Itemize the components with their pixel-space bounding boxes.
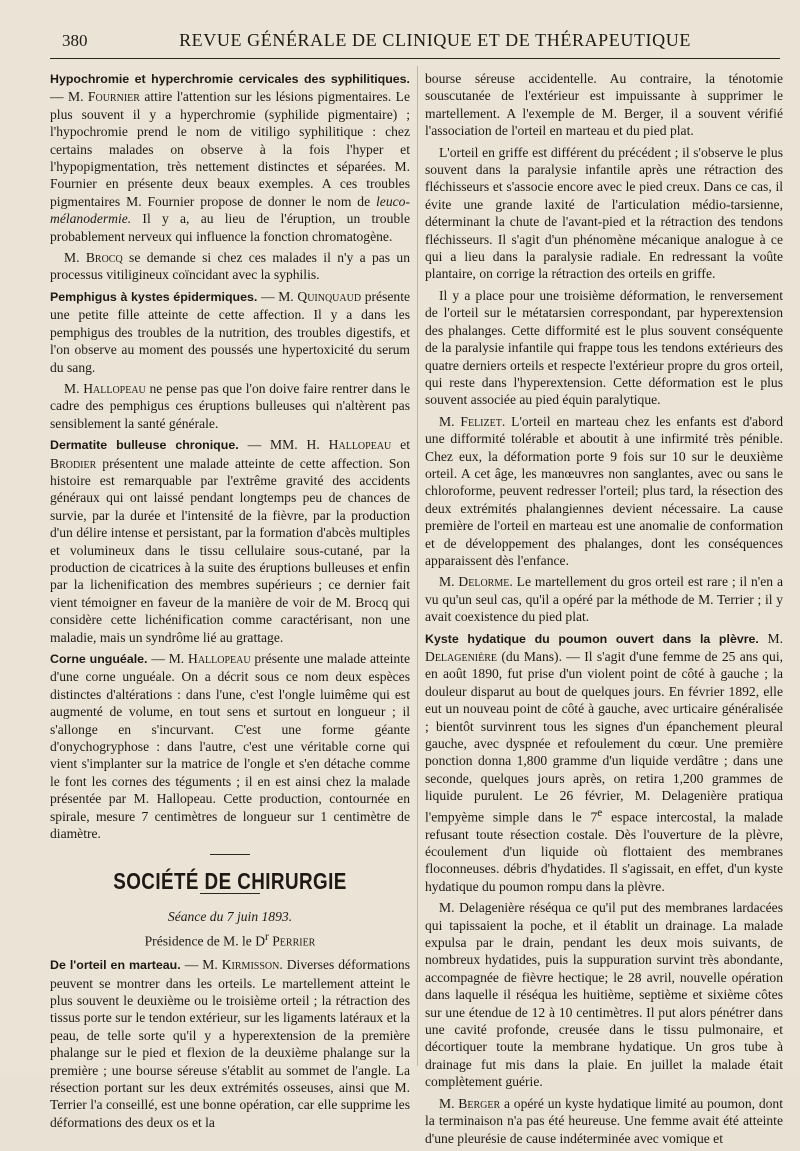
paragraph-orteil-marteau: De l'orteil en marteau. — M. Kirmisson. Diverses déformations peuvent se montrer dans les orteils. Le martellement atteint le plus souvent le deuxième ou le troisième orteil ; la rétraction des tissus porte sur le tendon extérieur, sur les ligaments latéraux et la peau, de telle sorte qu'il y a hyperextension de la première phalange sur le pied et flexion de la deuxième phalange sur la première ; une bourse séreuse s'établit au sommet de l'angle. La résection portant sur les deux extrémités osseuses, ainsi que M. Terrier l'a conseillé, est une bonne opération, car elle supprime les déformations des deux os et la xyxy=(50,957,410,1130)
left-column xyxy=(50,70,410,1135)
rubric-dermatite: Dermatite bulleuse chronique. xyxy=(50,438,239,453)
author-name: Delorme xyxy=(458,574,510,590)
rubric-pemphigus: Pemphigus à kystes épidermiques. xyxy=(50,289,258,304)
author-name: Fournier xyxy=(87,89,140,105)
author-name: Hallopeau xyxy=(328,437,392,453)
paragraph-hypochromie: Hypochromie et hyperchromie cervicales des syphilitiques. — M. Fournier attire l'attention sur les lésions pigmentaires. Le plus souvent il y a hyperchromie (syphilide pigmentaire) ; l'hypochromie prend le nom de vitiligo syphilitique : chez certains malades on observe à la fois l'hyper et l'hypopigmentation, très nettement distinctes et séparées. M. Fournier en présente deux beaux exemples. A ces troubles pigmentaires M. Fournier propose de donner le nom de leuco-mélanodermie. Il y a, au lieu de l'éruption, un trouble probablement nerveux qui influence la fonction chromatogène. xyxy=(50,72,410,244)
paragraph-orteil-griffe: L'orteil en griffe est différent du précédent ; il s'observe le plus souvent dans la paralysie infantile après une rétraction des fléchisseurs et s'associe encore avec le pied creux. Dans ce cas, il évite une grande laxité de l'articulation médio-tarsienne, déterminant la chute de l'avant-pied et la rétraction des tendons fléchisseurs. Il s'agit d'un phénomène mécanique analogue à ce qui a lieu dans la paralysie radiale. En redressant la voûte plantaire, on corrige la rétraction des orteils en griffe. xyxy=(425,144,783,282)
author-name: Perrier xyxy=(272,933,316,949)
author-name: Hallopeau xyxy=(83,380,146,396)
author-name: Quinquaud xyxy=(297,288,362,304)
paragraph-corne: Corne unguéale. — M. Hallopeau présente une malade atteinte d'une corne unguéale. On a décrit sous ce nom deux espèces distinctes d'altérations : dans l'une, c'est l'ongle luimême qui est augmenté de volume, en tout sens et surtout en longueur ; il s'allonge en s'incurvant. C'est une forme géante d'onychogryphose : dans l'autre, c'est une véritable corne qui vient s'implanter sur la matrice de l'ongle et s'en détache comme le font les cornes des téguments ; il en est ainsi chez la malade présentée par M. Hallopeau. Cette production, contournée en spirale, mesure 7 centimètres de longueur sur 1 centimètre de diamètre. xyxy=(50,651,410,842)
author-name: Kirmisson xyxy=(221,957,280,973)
author-name: Felizet xyxy=(460,413,502,429)
paragraph-troisieme-deformation: Il y a place pour une troisième déformation, le renversement de l'orteil sur le métatarsien correspondant, par hyperextension des phalanges. Cette difformité est le plus souvent conséquente de la paralysie infantile qui frappe tous les tendons extérieurs des quatre derniers orteils et respecte l'extérieur propre du gros orteil, qui reste dans l'hyperextension. Cette déformation est le plus souvent associée au pied équin paralytique. xyxy=(425,287,783,408)
seance-date: Séance du 7 juin 1893. xyxy=(167,908,293,924)
right-column xyxy=(425,70,783,1151)
paragraph-hallopeau: M. Hallopeau ne pense pas que l'on doive faire rentrer dans le cadre des pemphigus ces éruptions bulleuses qui n'altèrent pas sensiblement la santé générale. xyxy=(50,380,410,431)
paragraph-brocq: M. Brocq se demande si chez ces malades il n'y a pas un processus vitiligineux coïncidant avec la syphilis. xyxy=(50,250,410,283)
author-name: Brodier xyxy=(50,455,97,471)
column-divider xyxy=(417,66,418,1066)
rubric-hypochromie: Hypochromie et hyperchromie cervicales des syphilitiques. xyxy=(50,72,410,86)
author-name: Berger xyxy=(458,1095,501,1111)
rubric-kyste: Kyste hydatique du poumon ouvert dans la plèvre. xyxy=(425,631,759,646)
page-number: 380 xyxy=(62,31,88,50)
separator-rule xyxy=(210,854,250,855)
author-name: Hallopeau xyxy=(188,651,251,666)
paragraph-berger: M. Berger a opéré un kyste hydatique limité au poumon, dont la terminaison n'a pas été heureuse. Une femme avait été atteinte d'une pleurésie de cause indéterminée avec vomique et xyxy=(425,1095,783,1146)
paragraph-kyste-hydatique: Kyste hydatique du poumon ouvert dans la plèvre. M. Delagenière (du Mans). — Il s'agit d'une femme de 25 ans qui, en août 1890, fut prise d'un violent point de côté à gauche ; la douleur disparut au bout de quelques jours. En février 1892, elle eut un nouveau point de côté à gauche, avec urticaire généralisée ; bientôt survinrent tous les signes d'un épanchement pleural gauche, avec dyspnée et refoulement du cœur. Une première ponction donna 1,800 gramme d'un liquide verdâtre ; dans une seconde, quelques jours après, on retira 1,200 grammes de liquide purulent. Le 26 février, M. Delagenière pratiqua l'empyème simple dans le 7e espace intercostal, la malade refusant toute résection costale. Dès l'ouverture de la plèvre, écoulement d'un liquide où flottaient des membranes floconneuses. débris d'hydatides. Il s'agissait, en effet, d'un kyste hydatique du poumon rompu dans la plèvre. xyxy=(425,630,783,894)
presidence-line: Présidence de M. le $D^r$ Perrier xyxy=(144,931,316,949)
author-name: Delagenière xyxy=(425,649,498,664)
italic-term: leuco-mélanodermie. xyxy=(50,193,410,227)
rubric-corne: Corne unguéale. xyxy=(50,652,148,666)
rubric-orteil: De l'orteil en marteau. xyxy=(50,958,181,973)
running-title: REVUE GÉNÉRALE DE CLINIQUE ET DE THÉRAPEUTIQUE xyxy=(179,30,691,50)
paragraph-felizet: M. Felizet. L'orteil en marteau chez les enfants est d'abord une difformité tolérable et aboutit à une infirmité très pénible. Chez eux, la déformation porte 9 fois sur 10 sur le deuxième orteil. A cet âge, les manœuvres non sanglantes, avec ou sans le chloroforme, peuvent redresser l'orteil; plus tard, la résection des deux extrémités phalangiennes devient nécessaire. La cause première de l'orteil en marteau est une anomalie de conformation et de développement des phalanges, dont les conséquences apparaissent dès l'enfance. xyxy=(425,413,783,568)
section-title: SOCIÉTÉ DE CHIRURGIE xyxy=(113,868,347,895)
paragraph-dermatite: Dermatite bulleuse chronique. — MM. H. Hallopeau et Brodier présentent une malade atteinte de cette affection. Son histoire est remarquable par l'extrême gravité des accidents généraux qui ont laissé pendant longtemps peu de chances de survie, par la durée et l'intensité de la fièvre, par la production d'un délire intense et persistant, par la formation d'abcès multiples et volumineux dans le tissu cellulaire sous-cutané, par la production de cicatrices à la suite des éruptions bulleuses et enfin par la lichenification des membres supérieurs ; ce dernier fait vient témoigner en faveur de la manière de voir de M. Brocq qui considère cette lichénification comme caractérisant, non une maladie, mais un syndrôme lié au grattage. xyxy=(50,437,410,645)
paragraph-continuation: bourse séreuse accidentelle. Au contraire, la ténotomie souscutanée de l'extérieur est impuissante à supprimer le martellement. A l'exemple de M. Berger, il a souvent vérifié l'association de l'orteil en marteau et du pied plat. xyxy=(425,71,783,139)
paragraph-delorme: M. Delorme. Le martellement du gros orteil est rare ; il n'en a vu qu'un seul cas, qu'il a opéré par la méthode de M. Terrier ; il y avait coexistence du pied plat. xyxy=(425,574,783,625)
running-header xyxy=(50,28,780,59)
author-name: Brocq xyxy=(85,250,123,266)
paragraph-delageniere: M. Delagenière réséqua ce qu'il put des membranes lardacées qui tapissaient la poche, et il établit un drainage. La malade expulsa par le drain, pendant les deux mois suivants, de nombreux hydatides, puis la suppuration survint très abondante, accompagnée de fièvre hectique; le 28 avril, nouvelle opération dans laquelle il réséqua les huitième, septième et sixième côtes sur une étendue de 12 à 10 centimètres. Il put alors pénétrer dans une cavité profonde, creusée dans le tissu pulmonaire, et décortiquer toute la membrane hydatique. Un gros tube à drainage fut mis dans la plaie. En juillet la malade était complètement guérie. xyxy=(425,900,783,1090)
paragraph-pemphigus: Pemphigus à kystes épidermiques. — M. Quinquaud présente une petite fille atteinte de cette affection. Il y a dans les pemphigus des troubles de la nutrition, des troubles digestifs, et l'on observe au moment des poussés une hypertoxicité du serum du sang. xyxy=(50,288,411,375)
